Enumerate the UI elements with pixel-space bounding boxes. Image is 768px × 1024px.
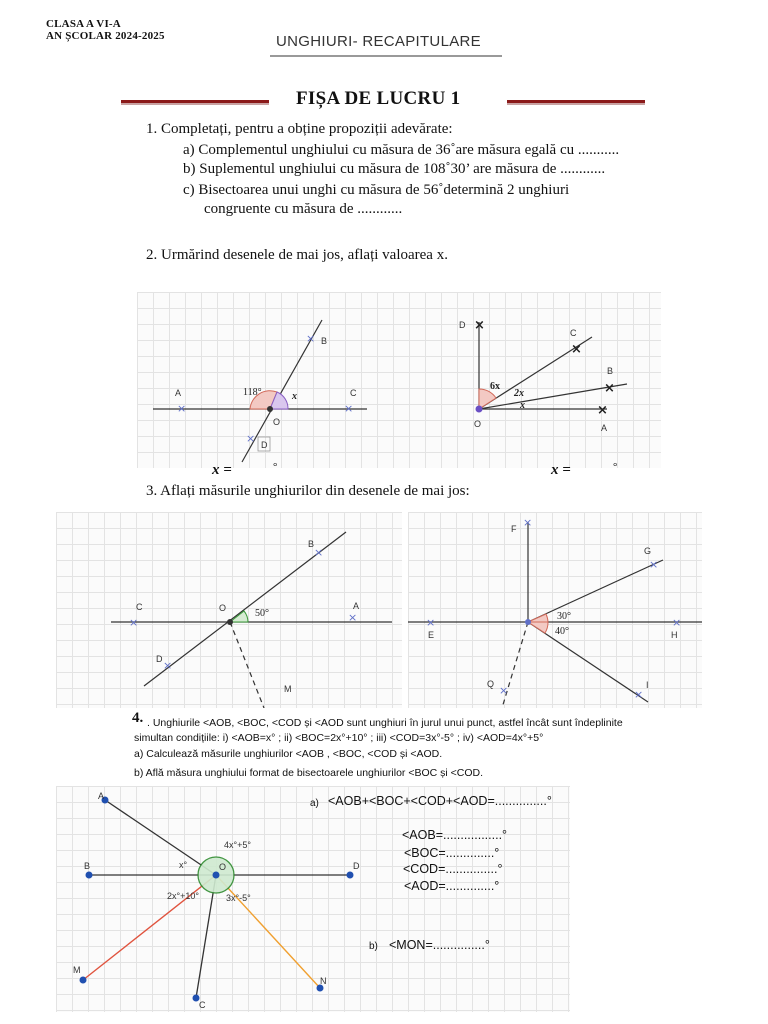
angle-40-label: 40°: [555, 626, 569, 637]
label-d3: D: [156, 654, 163, 664]
label-b3: B: [308, 539, 315, 549]
mark-c2: ×: [571, 342, 582, 357]
mark-a3: ×: [348, 611, 358, 624]
label-q4: Q: [487, 679, 495, 689]
fill-b-label: b): [369, 941, 378, 952]
point-o4: [525, 619, 531, 625]
q3-figure-1-svg: [56, 512, 402, 708]
q2-answer-right: x =: [551, 462, 571, 478]
point-m4: [80, 977, 87, 984]
point-o5: [213, 872, 220, 879]
point-o: [267, 406, 273, 412]
q2-figure-panel: [137, 292, 661, 468]
mark-e4: ×: [426, 616, 436, 629]
q3-figure-1-panel: [56, 512, 402, 708]
label-d4: D: [353, 861, 360, 871]
fill-a-label: a): [310, 798, 319, 809]
label-d2: D: [459, 320, 466, 330]
label-2x: 2x: [514, 388, 524, 399]
q3-figure-2-panel: [408, 512, 702, 708]
school-year-label: AN ȘCOLAR 2024-2025: [46, 30, 165, 42]
label-c3: C: [136, 602, 143, 612]
label-b: B: [321, 336, 328, 346]
label-f4: F: [511, 524, 517, 534]
point-o2: [476, 406, 483, 413]
mark-q4: ×: [499, 684, 509, 697]
q4-figure-svg: [56, 786, 570, 1012]
label-h4: H: [671, 630, 678, 640]
fill-mon-field[interactable]: <MON=...............°: [389, 938, 490, 952]
q4-item-b: b) Află măsura unghiului format de bisectoarele unghiurilor <BOC și <COD.: [134, 767, 484, 779]
label-o2: O: [474, 419, 482, 429]
label-a3: A: [353, 601, 360, 611]
ray-oa4: [105, 800, 216, 875]
mark-c: ×: [344, 402, 354, 415]
mark-a2: ×: [597, 403, 608, 418]
label-c: C: [350, 388, 357, 398]
fill-aod-field[interactable]: <AOD=..............°: [404, 879, 500, 893]
label-n4: N: [320, 976, 327, 986]
mark-b: ×: [306, 332, 316, 345]
label-c2: C: [570, 328, 577, 338]
label-x-angle: x°: [179, 860, 188, 870]
angle-118-label: 118°: [243, 387, 262, 398]
point-o3: [227, 619, 233, 625]
mark-a: ×: [177, 402, 187, 415]
fill-aob-field[interactable]: <AOB=.................°: [402, 828, 508, 842]
q2-answer-left-degree: °: [273, 461, 278, 473]
label-c4: C: [199, 1000, 206, 1010]
label-o3: O: [219, 603, 227, 613]
q2-figure-2: [459, 318, 627, 433]
class-label: CLASA A VI-A: [46, 18, 121, 30]
fill-boc-field[interactable]: <BOC=..............°: [404, 846, 500, 860]
label-4x-angle: 4x°+5°: [224, 840, 251, 850]
topic-title: UNGHIURI- RECAPITULARE: [276, 33, 481, 50]
label-e4: E: [428, 630, 435, 640]
fill-sum-field[interactable]: <AOB+<BOC+<COD+<AOD=...............°: [328, 794, 552, 808]
label-g4: G: [644, 546, 652, 556]
q1-item-b: b) Suplementul unghiului cu măsura de 108˚30’ are măsura de ............: [183, 161, 606, 177]
ray-oi: [528, 622, 648, 702]
point-b4: [86, 872, 93, 879]
ray-om: [230, 622, 264, 708]
ray-og: [528, 560, 663, 622]
q2-answer-left: x =: [212, 462, 232, 478]
label-o5: O: [219, 862, 227, 872]
angle-30-arc: [528, 614, 548, 622]
label-3x-angle: 3x°-5°: [226, 893, 251, 903]
label-i4: I: [646, 680, 649, 690]
mark-g4: ×: [649, 558, 659, 571]
mark-d3: ×: [163, 659, 173, 672]
label-b4: B: [84, 861, 91, 871]
angle-30-label: 30°: [557, 611, 571, 622]
angle-x-label: x: [292, 391, 297, 402]
q4-number: 4.: [132, 710, 144, 726]
q4-statement-line1: . Unghiurile <AOB, <BOC, <COD și <AOD sunt unghiuri în jurul unui punct, astfel încât sunt îndeplinite: [147, 717, 623, 729]
q1-prompt: 1. Completați, pentru a obține propoziții adevărate:: [146, 121, 453, 137]
angle-50-arc: [230, 611, 248, 622]
label-a: A: [175, 388, 182, 398]
label-a2: A: [601, 423, 608, 433]
ray-oc4: [196, 875, 216, 998]
topic-underline: [270, 55, 502, 57]
mark-f4: ×: [523, 516, 533, 529]
fill-cod-field[interactable]: <COD=...............°: [403, 862, 503, 876]
q3-figure-2-svg: [408, 512, 702, 708]
worksheet-title: FIȘA DE LUCRU 1: [296, 88, 461, 109]
label-m4: M: [73, 965, 81, 975]
q2-figures-svg: [137, 292, 661, 468]
label-a4: A: [98, 791, 105, 801]
label-6x: 6x: [490, 381, 500, 392]
mark-i4: ×: [634, 688, 644, 701]
mark-b2: ×: [604, 381, 615, 396]
q2-figure-1: [153, 320, 367, 462]
q1-item-a: a) Complementul unghiului cu măsura de 36˚are măsura egală cu ...........: [183, 142, 620, 158]
label-2x-angle: 2x°+10°: [167, 891, 199, 901]
mark-d: ×: [246, 432, 256, 445]
q4-figure-panel: [56, 786, 570, 1012]
q1-item-c-cont: congruente cu măsura de ............: [204, 201, 403, 217]
q3-prompt: 3. Aflați măsurile unghiurilor din desenele de mai jos:: [146, 483, 470, 499]
label-m3: M: [284, 684, 292, 694]
ray-on4: [216, 875, 320, 988]
label-o: O: [273, 417, 281, 427]
label-b2: B: [607, 366, 614, 376]
point-d4: [347, 872, 354, 879]
q2-prompt: 2. Urmărind desenele de mai jos, aflați valoarea x.: [146, 247, 448, 263]
mark-h4: ×: [672, 616, 682, 629]
mark-b3: ×: [314, 546, 324, 559]
title-rule-left: [121, 100, 269, 103]
title-rule-right: [507, 100, 645, 103]
angle-50-label: 50°: [255, 608, 269, 619]
mark-c3: ×: [129, 616, 139, 629]
q1-item-c: c) Bisectoarea unui unghi cu măsura de 56˚determină 2 unghiuri: [183, 182, 570, 198]
q4-item-a: a) Calculează măsurile unghiurilor <AOB , <BOC, <COD și <AOD.: [134, 748, 443, 760]
q4-statement-line2: simultan condițiile: i) <AOB=x° ; ii) <BOC=2x°+10° ; iii) <COD=3x°-5° ; iv) <AOD=4x°+5°: [134, 732, 544, 744]
label-d: D: [261, 440, 268, 450]
mark-d2: ×: [474, 318, 485, 333]
q2-answer-right-degree: °: [613, 461, 618, 473]
angle-40-arc: [528, 622, 548, 633]
label-x2: x: [520, 400, 525, 411]
